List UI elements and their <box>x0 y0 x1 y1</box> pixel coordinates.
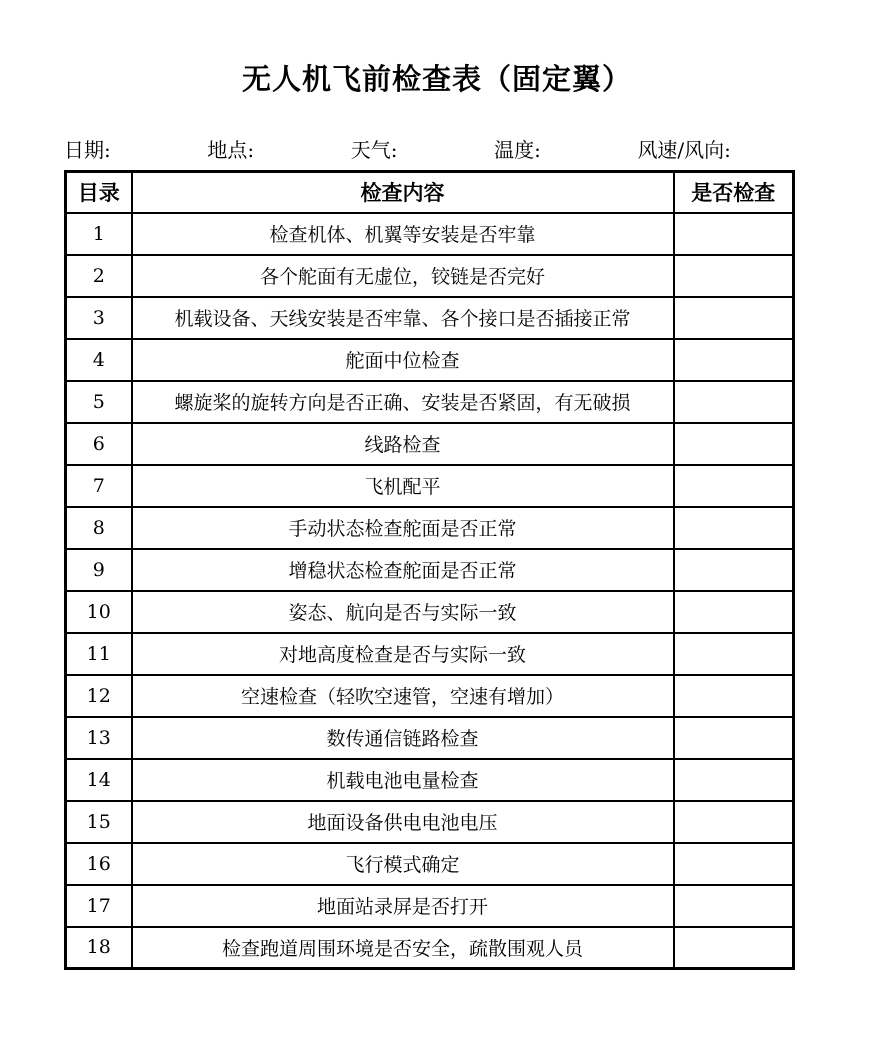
row-check-cell <box>674 465 794 507</box>
header-index: 目录 <box>66 172 132 213</box>
row-index-cell: 10 <box>66 591 132 633</box>
row-index-cell: 14 <box>66 759 132 801</box>
row-check-cell <box>674 423 794 465</box>
row-check-cell <box>674 927 794 969</box>
table-row <box>66 591 794 633</box>
table-row <box>66 927 794 969</box>
row-index-cell: 18 <box>66 927 132 969</box>
row-index-cell: 1 <box>66 213 132 255</box>
row-content-cell: 空速检查（轻吹空速管，空速有增加） <box>132 675 674 717</box>
wind-label: 风速/风向: <box>637 138 731 162</box>
table-row <box>66 759 794 801</box>
row-content-cell: 飞机配平 <box>132 465 674 507</box>
table-row <box>66 465 794 507</box>
row-check-cell <box>674 549 794 591</box>
table-row <box>66 507 794 549</box>
row-index-cell: 3 <box>66 297 132 339</box>
row-index-cell: 17 <box>66 885 132 927</box>
row-index-cell: 5 <box>66 381 132 423</box>
row-index-cell: 4 <box>66 339 132 381</box>
row-index-cell: 12 <box>66 675 132 717</box>
header-row <box>66 172 794 213</box>
table-row <box>66 339 794 381</box>
table-row <box>66 297 794 339</box>
row-content-cell: 各个舵面有无虚位，铰链是否完好 <box>132 255 674 297</box>
table-row <box>66 843 794 885</box>
table-row <box>66 381 794 423</box>
row-content-cell: 对地高度检查是否与实际一致 <box>132 633 674 675</box>
row-check-cell <box>674 675 794 717</box>
temperature-label: 温度: <box>494 138 541 162</box>
row-content-cell: 数传通信链路检查 <box>132 717 674 759</box>
row-check-cell <box>674 339 794 381</box>
document-page <box>0 57 874 1058</box>
row-content-cell: 检查跑道周围环境是否安全，疏散围观人员 <box>132 927 674 969</box>
row-content-cell: 姿态、航向是否与实际一致 <box>132 591 674 633</box>
checklist-table <box>64 170 795 970</box>
date-label: 日期: <box>64 138 111 162</box>
row-index-cell: 16 <box>66 843 132 885</box>
table-row <box>66 423 794 465</box>
table-row <box>66 801 794 843</box>
table-row <box>66 717 794 759</box>
row-content-cell: 检查机体、机翼等安装是否牢靠 <box>132 213 674 255</box>
row-index-cell: 13 <box>66 717 132 759</box>
row-content-cell: 手动状态检查舵面是否正常 <box>132 507 674 549</box>
row-check-cell <box>674 591 794 633</box>
row-check-cell <box>674 759 794 801</box>
meta-row <box>64 134 874 163</box>
row-content-cell: 增稳状态检查舵面是否正常 <box>132 549 674 591</box>
table-row <box>66 885 794 927</box>
table-row <box>66 633 794 675</box>
row-check-cell <box>674 213 794 255</box>
header-checked: 是否检查 <box>674 172 794 213</box>
row-check-cell <box>674 885 794 927</box>
row-check-cell <box>674 717 794 759</box>
row-check-cell <box>674 381 794 423</box>
row-index-cell: 11 <box>66 633 132 675</box>
row-content-cell: 螺旋桨的旋转方向是否正确、安装是否紧固，有无破损 <box>132 381 674 423</box>
row-content-cell: 飞行模式确定 <box>132 843 674 885</box>
row-content-cell: 地面设备供电电池电压 <box>132 801 674 843</box>
page-title: 无人机飞前检查表（固定翼） <box>241 62 632 96</box>
row-index-cell: 9 <box>66 549 132 591</box>
row-content-cell: 地面站录屏是否打开 <box>132 885 674 927</box>
table-row <box>66 255 794 297</box>
row-check-cell <box>674 507 794 549</box>
header-content: 检查内容 <box>132 172 674 213</box>
row-index-cell: 6 <box>66 423 132 465</box>
table-row <box>66 675 794 717</box>
row-content-cell: 舵面中位检查 <box>132 339 674 381</box>
row-check-cell <box>674 801 794 843</box>
row-content-cell: 机载设备、天线安装是否牢靠、各个接口是否插接正常 <box>132 297 674 339</box>
weather-label: 天气: <box>350 138 398 162</box>
row-check-cell <box>674 633 794 675</box>
row-content-cell: 线路检查 <box>132 423 674 465</box>
row-check-cell <box>674 297 794 339</box>
table-row <box>66 549 794 591</box>
table-row <box>66 213 794 255</box>
row-check-cell <box>674 255 794 297</box>
row-index-cell: 8 <box>66 507 132 549</box>
row-content-cell: 机载电池电量检查 <box>132 759 674 801</box>
row-index-cell: 15 <box>66 801 132 843</box>
row-index-cell: 2 <box>66 255 132 297</box>
row-check-cell <box>674 843 794 885</box>
row-index-cell: 7 <box>66 465 132 507</box>
location-label: 地点: <box>207 138 255 162</box>
